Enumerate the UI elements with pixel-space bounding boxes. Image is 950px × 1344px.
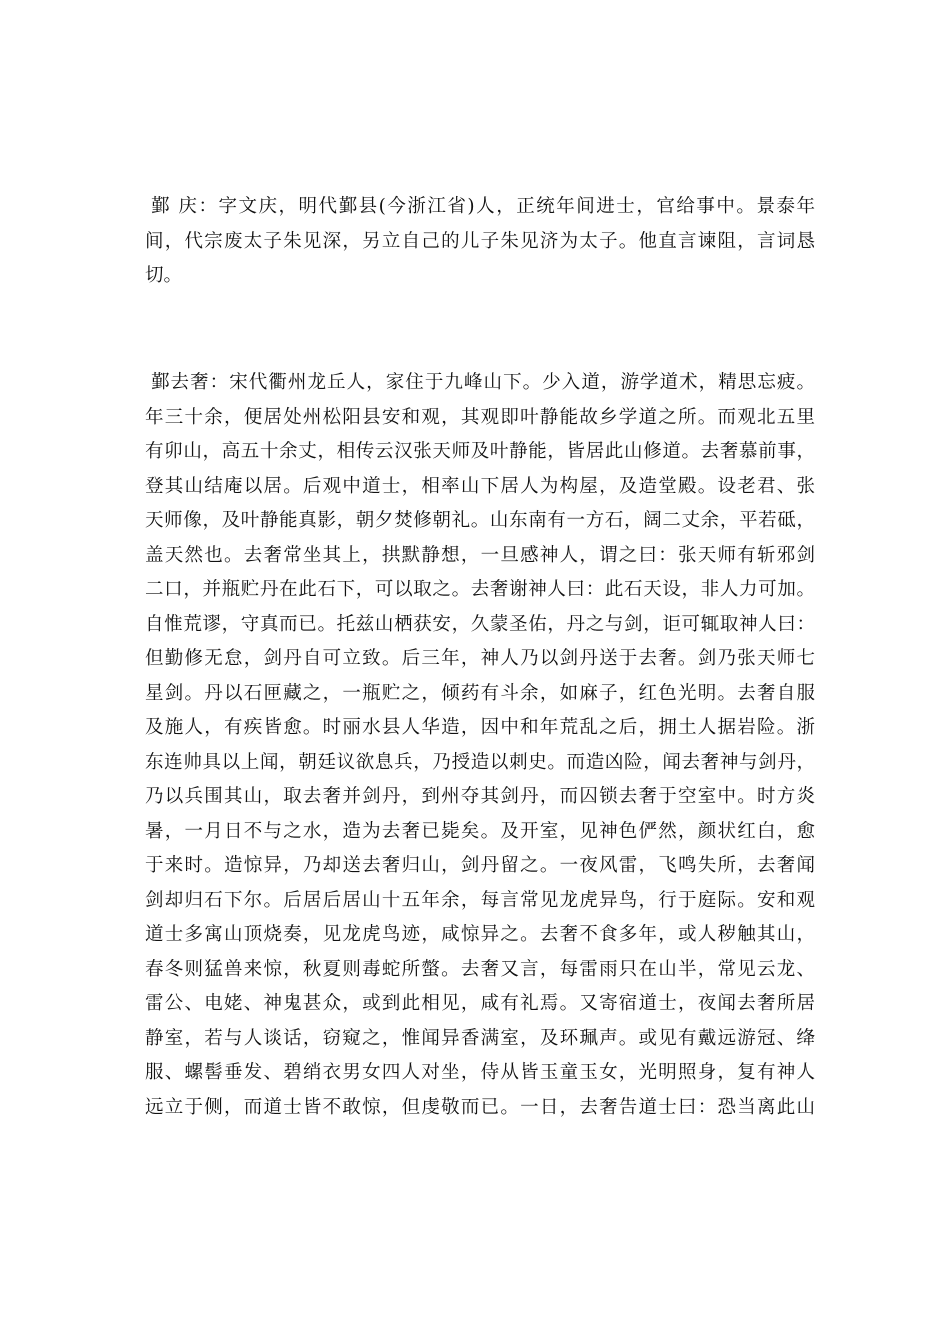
entry-yin-qing [145, 190, 815, 294]
text-line: 天师像，及叶静能真影，朝夕焚修朝礼。山东南有一方石，阔二丈余，平若砥， [145, 510, 815, 531]
text-line: 及施人，有疾皆愈。时丽水县人华造，因中和年荒乱之后，拥土人据岩险。浙 [145, 717, 815, 738]
text-line: 静室，若与人谈话，窃窥之，惟闻异香满室，及环珮声。或见有戴远游冠、绛 [145, 1027, 815, 1049]
text-line: 暑，一月日不与之水，造为去奢已毙矣。及开室，见神色俨然，颜状红白，愈 [145, 820, 815, 842]
text-line: 春冬则猛兽来惊，秋夏则毒蛇所螫。去奢又言，每雷雨只在山半，常见云龙、 [145, 958, 815, 980]
text-line: 二口，并瓶贮丹在此石下，可以取之。去奢谢神人曰：此石天设，非人力可加。 [145, 579, 815, 600]
text-line: 切。 [145, 265, 183, 286]
text-line: 自惟荒谬，守真而已。托兹山栖获安，久蒙圣佑，丹之与剑，讵可辄取神人曰： [145, 613, 815, 635]
text-line: 乃以兵围其山，取去奢并剑丹，到州夺其剑丹，而囚锁去奢于空室中。时方炎 [145, 786, 815, 807]
text-line: 服、螺髻垂发、碧绡衣男女四人对坐，侍从皆玉童玉女，光明照身，复有神人 [145, 1062, 815, 1083]
entry-yin-qushe [145, 366, 815, 1160]
text-line: 但勤修无怠，剑丹自可立致。后三年，神人乃以剑丹送于去奢。剑乃张天师七 [145, 648, 815, 669]
text-line: 远立于侧，而道士皆不敢惊，但虔敬而已。一日，去奢告道士曰：恐当离此山 [145, 1096, 815, 1118]
text-line: 盖天然也。去奢常坐其上，拱默静想，一旦感神人，谓之曰：张天师有斩邪剑 [145, 544, 815, 566]
text-line: 间，代宗废太子朱见深，另立自己的儿子朱见济为太子。他直言谏阻，言词恳 [145, 230, 815, 252]
text-line: 星剑。丹以石匣藏之，一瓶贮之，倾药有斗余，如麻子，红色光明。去奢自服 [145, 682, 815, 704]
text-line: 东连帅具以上闻，朝廷议欲息兵，乃授造以刺史。而造凶险，闻去奢神与剑丹， [145, 751, 815, 773]
text-line: 鄞 庆：字文庆，明代鄞县(今浙江省)人，正统年间进士，官给事中。景泰年 [151, 196, 815, 217]
text-line: 登其山结庵以居。后观中道士，相率山下居人为构屋，及造堂殿。设老君、张 [145, 475, 815, 497]
text-line: 剑却归石下尔。后居后居山十五年余，每言常见龙虎异鸟，行于庭际。安和观 [145, 889, 815, 911]
text-line: 年三十余，便居处州松阳县安和观，其观即叶静能故乡学道之所。而观北五里 [145, 406, 815, 428]
text-line [145, 1125, 815, 1160]
text-line: 雷公、电姥、神鬼甚众，或到此相见，咸有礼焉。又寄宿道士，夜闻去奢所居 [145, 993, 815, 1014]
text-line: 鄞去奢：宋代衢州龙丘人，家住于九峰山下。少入道，游学道术，精思忘疲。 [151, 372, 815, 393]
text-line: 于来时。造惊异，乃却送去奢归山，剑丹留之。一夜风雷，飞鸣失所，去奢闻 [145, 855, 815, 876]
text-line: 道士多寓山顶烧奏，见龙虎鸟迹，咸惊异之。去奢不食多年，或人秽触其山， [145, 924, 815, 945]
text-line: 有卯山，高五十余丈，相传云汉张天师及叶静能，皆居此山修道。去奢慕前事， [145, 441, 815, 462]
